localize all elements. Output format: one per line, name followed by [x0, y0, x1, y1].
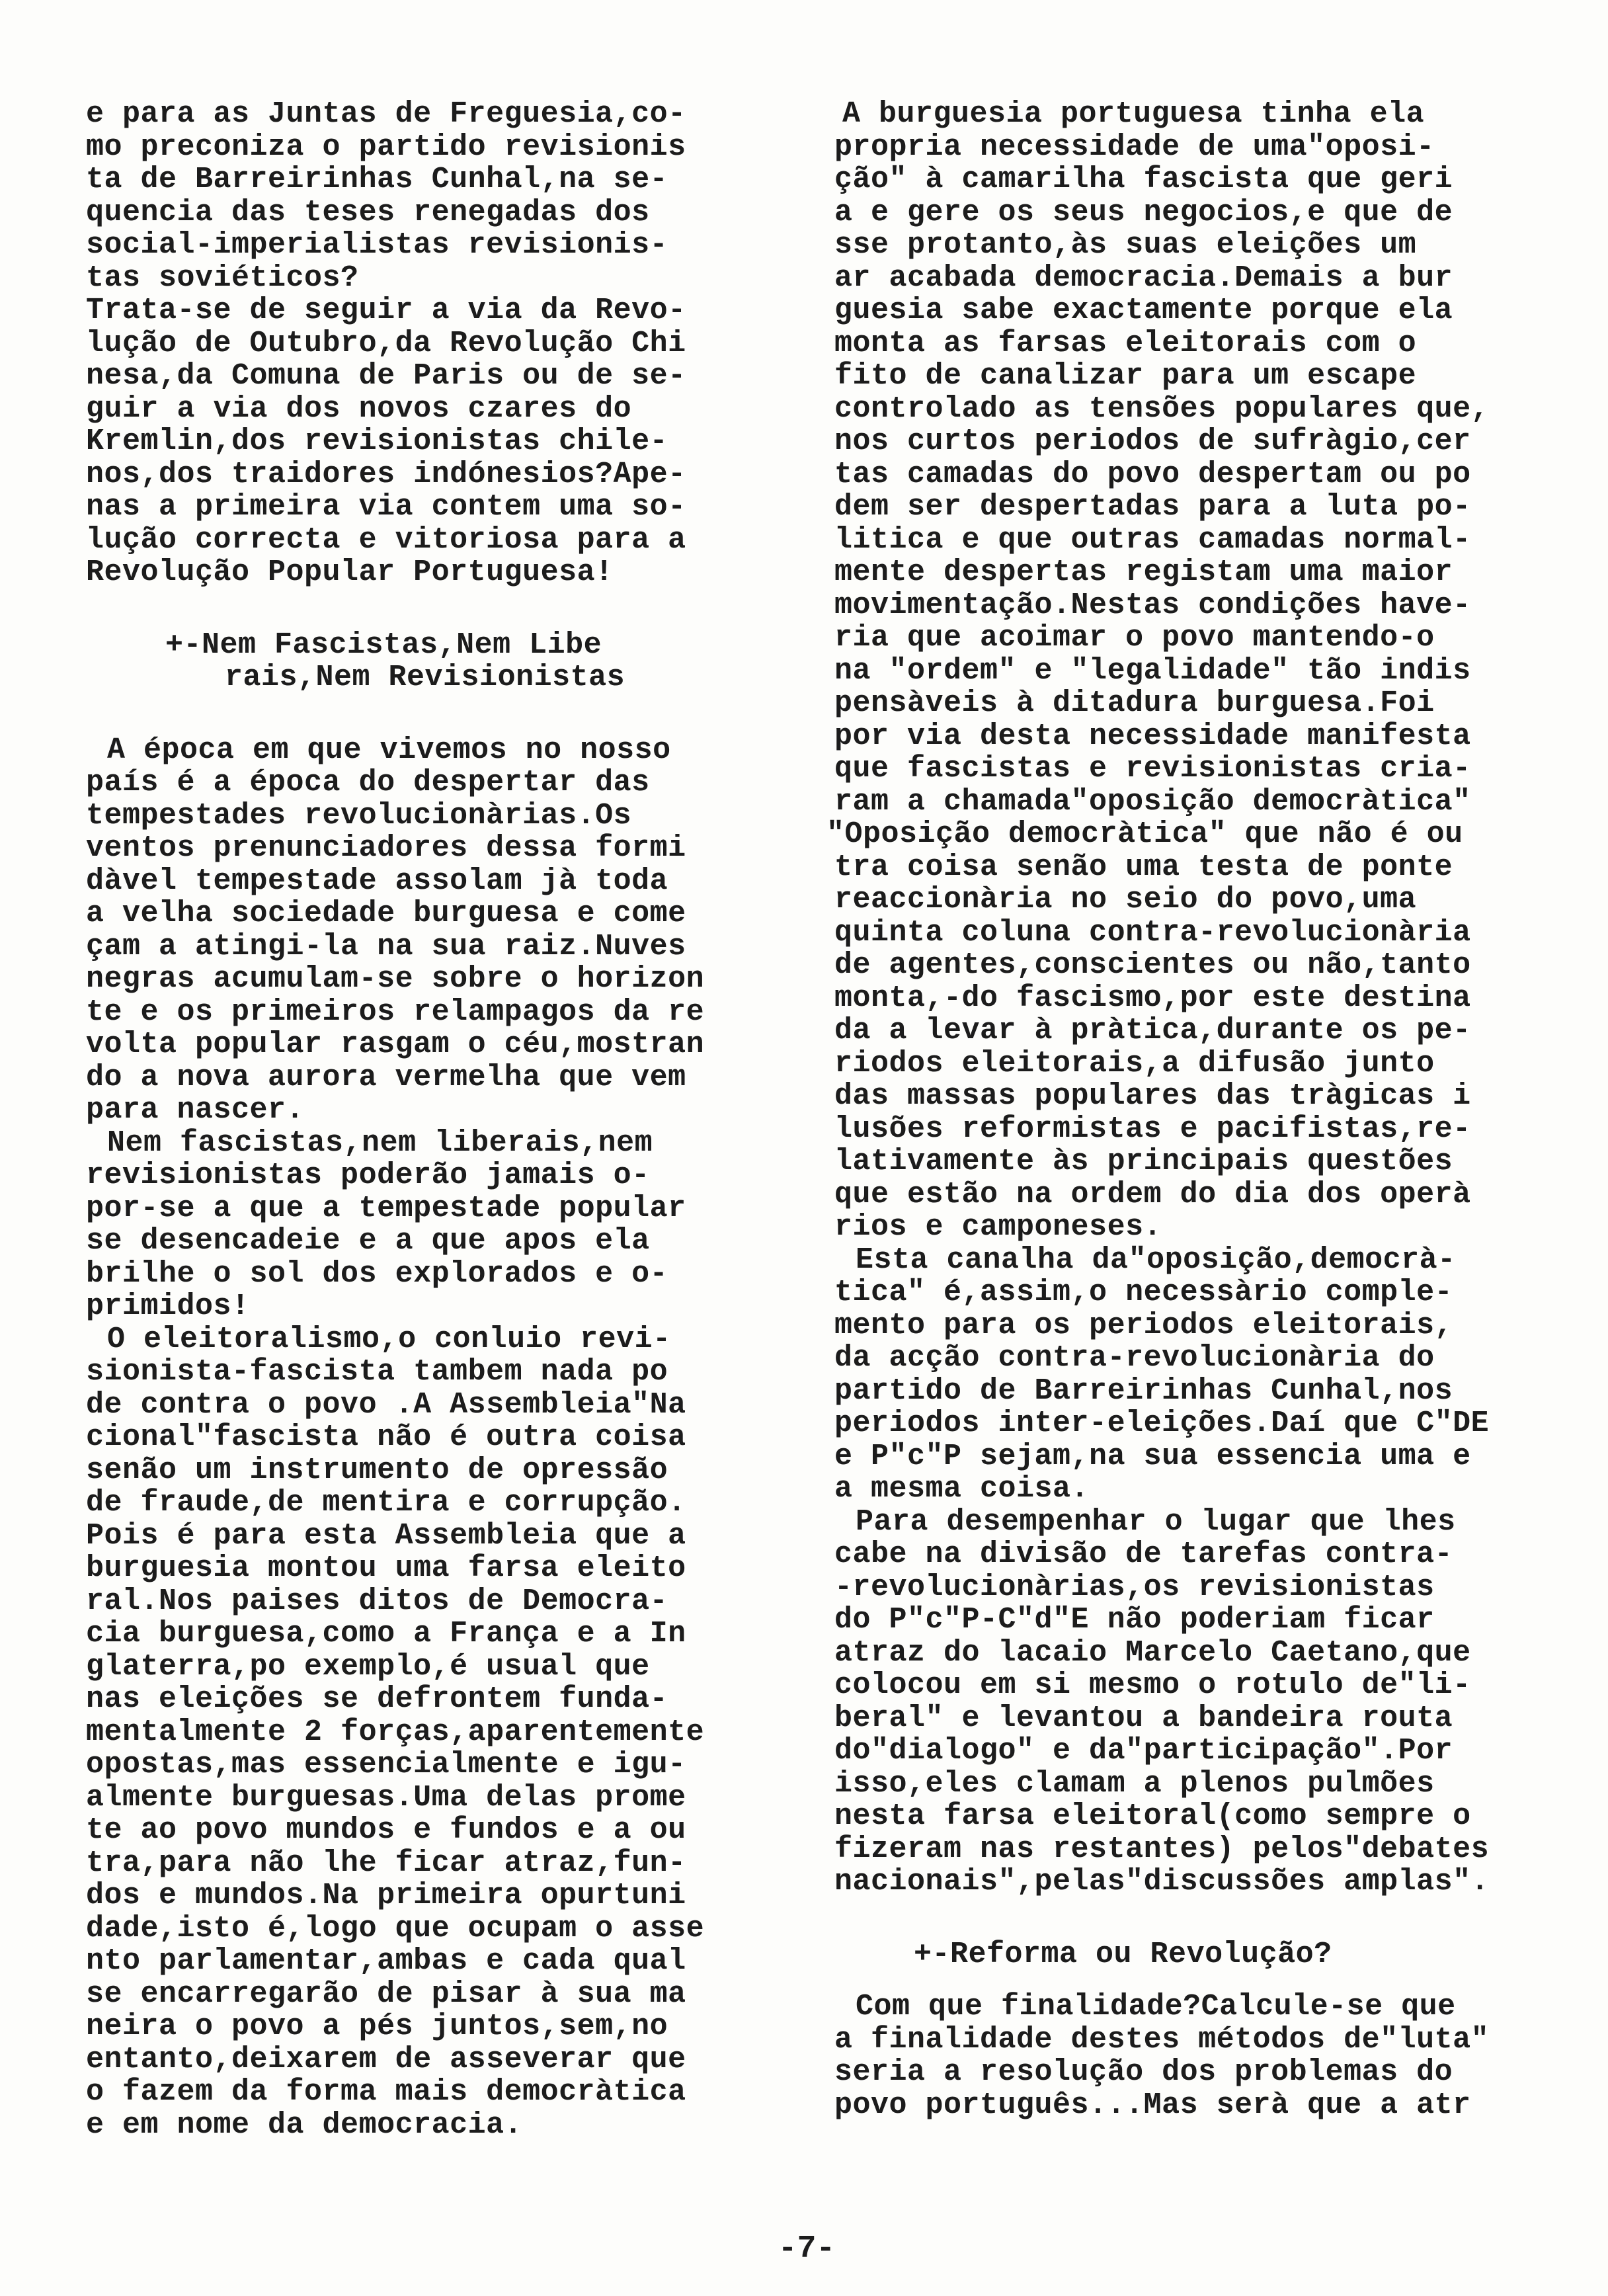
text-line: partido de Barreirinhas Cunhal,nos [834, 1374, 1453, 1408]
text-line: país é a época do despertar das [86, 766, 650, 800]
text-line: Revolução Popular Portuguesa! [86, 555, 614, 589]
text-line: ar acabada democracia.Demais a bur [834, 261, 1453, 295]
text-line: lusões reformistas e pacifistas,re- [834, 1112, 1471, 1146]
heading-line: +-Nem Fascistas,Nem Libe [165, 628, 602, 662]
text-line: litica e que outras camadas normal- [834, 522, 1471, 557]
text-line: nos curtos periodos de sufràgio,cer [834, 425, 1471, 458]
text-line: nos,dos traidores indónesios?Ape- [86, 457, 686, 491]
paragraph-com-que-finalidade [834, 1990, 1555, 2121]
text-line: o fazem da forma mais democràtica [86, 2075, 686, 2109]
text-line: negras acumulam-se sobre o horizon [86, 962, 705, 996]
text-line: "Oposição democràtica" que não é ou [826, 817, 1463, 851]
text-line: monta,-do fascismo,por este destina [834, 981, 1471, 1015]
text-line: se encarregarão de pisar à sua ma [86, 1977, 686, 2011]
text-line: A burguesia portuguesa tinha ela [842, 97, 1425, 131]
text-line: Kremlin,dos revisionistas chile- [86, 425, 668, 458]
text-line: mentalmente 2 forças,aparentemente [86, 1715, 705, 1749]
text-line: sse protanto,às suas eleições um [834, 228, 1417, 262]
text-line: Com que finalidade?Calcule-se que [856, 1990, 1456, 2024]
text-line: Esta canalha da"oposição,democrà- [856, 1243, 1456, 1277]
text-line: volta popular rasgam o céu,mostran [86, 1028, 705, 1061]
text-line: da a levar à pràtica,durante os pe- [834, 1014, 1471, 1047]
text-line: brilhe o sol dos explorados e o- [86, 1256, 668, 1291]
text-line: nesta farsa eleitoral(como sempre o [834, 1799, 1471, 1833]
heading-line: +-Reforma ou Revolução? [914, 1937, 1332, 1971]
text-line: dem ser despertadas para a luta po- [834, 490, 1471, 524]
text-line: seria a resolução dos problemas do [834, 2055, 1453, 2089]
text-line: A época em que vivemos no nosso [107, 733, 671, 767]
text-line: tempestades revolucionàrias.Os [86, 798, 632, 833]
text-line: na "ordem" e "legalidade" tão indis [834, 653, 1471, 688]
text-line: fizeram nas restantes) pelos"debates [834, 1832, 1490, 1866]
text-line: por-se a que a tempestade popular [86, 1191, 686, 1225]
text-line: ram a chamada"oposição democràtica" [834, 784, 1471, 819]
text-line: tra,para não lhe ficar atraz,fun- [86, 1846, 686, 1880]
text-line: para nascer. [86, 1093, 305, 1127]
text-line: rios e camponeses. [834, 1210, 1162, 1244]
text-line: de agentes,conscientes ou não,tanto [834, 948, 1471, 982]
text-line: isso,eles clamam a plenos pulmões [834, 1766, 1435, 1801]
text-line: mo preconiza o partido revisionis [86, 130, 686, 164]
text-line: ventos prenunciadores dessa formi [86, 831, 686, 865]
text-line: tas camadas do povo despertam ou po [834, 457, 1471, 491]
paragraph-para-desempenhar [834, 1506, 1555, 1899]
text-line: dade,isto é,logo que ocupam o asse [86, 1911, 705, 1946]
right-column [826, 97, 1555, 2122]
section-heading-nem-fascistas [86, 629, 754, 694]
text-line: fito de canalizar para um escape [834, 359, 1417, 393]
spacer [834, 1971, 1555, 1990]
text-line: riodos eleitorais,a difusão junto [834, 1046, 1435, 1081]
text-line: cabe na divisão de tarefas contra- [834, 1538, 1453, 1571]
text-line: controlado as tensões populares que, [834, 391, 1490, 426]
paragraph-a-epoca [86, 734, 754, 1127]
text-line: de contra o povo .A Assembleia"Na [86, 1387, 686, 1422]
page-number: -7- [778, 2231, 836, 2267]
paragraph-juntas-de-freguesia [86, 98, 754, 294]
text-line: de fraude,de mentira e corrupção. [86, 1486, 686, 1520]
spacer [834, 1899, 1555, 1938]
text-line: propria necessidade de uma"oposi- [834, 130, 1435, 164]
spacer [86, 694, 754, 734]
text-line: tra coisa senão uma testa de ponte [834, 850, 1453, 884]
text-line: cional"fascista não é outra coisa [86, 1420, 686, 1454]
text-line: ral.Nos paises ditos de Democra- [86, 1584, 668, 1618]
text-line: cia burguesa,como a França e a In [86, 1617, 686, 1651]
text-line: atraz do lacaio Marcelo Caetano,que [834, 1635, 1471, 1670]
paragraph-burguesia-portuguesa [826, 97, 1555, 1244]
text-line: do a nova aurora vermelha que vem [86, 1060, 686, 1094]
text-line: lução correcta e vitoriosa para a [86, 522, 686, 557]
text-line: nto parlamentar,ambas e cada qual [86, 1944, 686, 1978]
text-line: mente despertas registam uma maior [834, 555, 1453, 589]
text-line: Nem fascistas,nem liberais,nem [107, 1126, 653, 1160]
text-line: ção" à camarilha fascista que geri [834, 163, 1453, 196]
text-line: que fascistas e revisionistas cria- [834, 752, 1471, 786]
text-line: por via desta necessidade manifesta [834, 719, 1471, 753]
text-line: lativamente às principais questões [834, 1145, 1453, 1178]
text-line: O eleitoralismo,o conluio revi- [107, 1322, 671, 1356]
text-line: periodos inter-eleições.Daí que C"DE [834, 1407, 1490, 1440]
text-line: movimentação.Nestas condições have- [834, 588, 1471, 622]
text-line: do P"c"P-C"d"E não poderiam ficar [834, 1603, 1435, 1637]
text-line: ria que acoimar o povo mantendo-o [834, 621, 1435, 655]
text-line: ta de Barreirinhas Cunhal,na se- [86, 163, 668, 196]
text-line: da acção contra-revolucionària do [834, 1341, 1435, 1375]
text-line: a mesma coisa. [834, 1472, 1090, 1506]
text-line: colocou em si mesmo o rotulo de"li- [834, 1668, 1471, 1702]
text-line: quencia das teses renegadas dos [86, 195, 650, 229]
text-line: que estão na ordem do dia dos operà [834, 1177, 1471, 1211]
heading-line: rais,Nem Revisionistas [225, 661, 625, 694]
text-line: e em nome da democracia. [86, 2108, 523, 2142]
text-line: neira o povo a pés juntos,sem,no [86, 2010, 668, 2043]
text-line: e para as Juntas de Freguesia,co- [86, 97, 686, 131]
text-line: social-imperialistas revisionis- [86, 228, 668, 262]
section-heading-reforma-ou-revolucao [834, 1938, 1555, 1971]
text-line: do"dialogo" e da"participação".Por [834, 1734, 1453, 1768]
text-line: nas a primeira via contem uma so- [86, 490, 686, 524]
text-line: guesia sabe exactamente porque ela [834, 294, 1453, 327]
text-line: Pois é para esta Assembleia que a [86, 1518, 686, 1553]
text-line: reaccionària no seio do povo,uma [834, 883, 1417, 917]
text-line: senão um instrumento de opressão [86, 1453, 668, 1487]
paragraph-nem-fascistas [86, 1127, 754, 1323]
text-line: Para desempenhar o lugar que lhes [856, 1504, 1456, 1539]
text-line: burguesia montou uma farsa eleito [86, 1551, 686, 1585]
text-line: monta as farsas eleitorais com o [834, 326, 1417, 360]
text-line: te e os primeiros relampagos da re [86, 995, 705, 1029]
text-line: primidos! [86, 1290, 250, 1323]
text-line: nas eleições se defrontem funda- [86, 1682, 668, 1716]
text-line: dos e mundos.Na primeira opurtuni [86, 1879, 686, 1912]
paragraph-trata-se [86, 294, 754, 589]
text-line: entanto,deixarem de asseverar que [86, 2042, 686, 2076]
left-column [86, 98, 754, 2141]
text-line: a finalidade destes métodos de"luta" [834, 2022, 1490, 2057]
text-line: tas soviéticos? [86, 261, 359, 295]
text-line: nesa,da Comuna de Paris ou de se- [86, 359, 686, 393]
text-line: a velha sociedade burguesa e come [86, 897, 686, 930]
text-line: a e gere os seus negocios,e que de [834, 195, 1453, 229]
text-line: almente burguesas.Uma delas prome [86, 1780, 686, 1815]
text-line: povo português...Mas serà que a atr [834, 2088, 1471, 2122]
text-line: e P"c"P sejam,na sua essencia uma e [834, 1439, 1471, 1473]
text-line: guir a via dos novos czares do [86, 391, 632, 426]
text-line: tica" é,assim,o necessàrio comple- [834, 1276, 1453, 1309]
text-line: revisionistas poderão jamais o- [86, 1159, 650, 1192]
text-line: lução de Outubro,da Revolução Chi [86, 326, 686, 360]
text-line: te ao povo mundos e fundos e a ou [86, 1813, 686, 1847]
text-line: dàvel tempestade assolam jà toda [86, 864, 668, 898]
text-line: se desencadeie e a que apos ela [86, 1224, 650, 1258]
text-line: -revolucionàrias,os revisionistas [834, 1570, 1435, 1604]
text-line: çam a atingi-la na sua raiz.Nuves [86, 929, 686, 964]
text-line: sionista-fascista tambem nada po [86, 1355, 668, 1389]
text-line: Trata-se de seguir a via da Revo- [86, 294, 686, 327]
paragraph-eleitoralismo [86, 1323, 754, 2142]
text-line: pensàveis à ditadura burguesa.Foi [834, 686, 1435, 720]
text-line: opostas,mas essencialmente e igu- [86, 1748, 686, 1782]
text-line: nacionais",pelas"discussões amplas". [834, 1865, 1490, 1899]
text-line: beral" e levantou a bandeira routa [834, 1701, 1453, 1735]
text-line: quinta coluna contra-revolucionària [834, 915, 1471, 950]
text-line: glaterra,po exemplo,é usual que [86, 1649, 650, 1684]
text-line: das massas populares das tràgicas i [834, 1079, 1471, 1113]
text-line: mento para os periodos eleitorais, [834, 1308, 1453, 1342]
paragraph-esta-canalha [834, 1244, 1555, 1506]
spacer [86, 589, 754, 629]
